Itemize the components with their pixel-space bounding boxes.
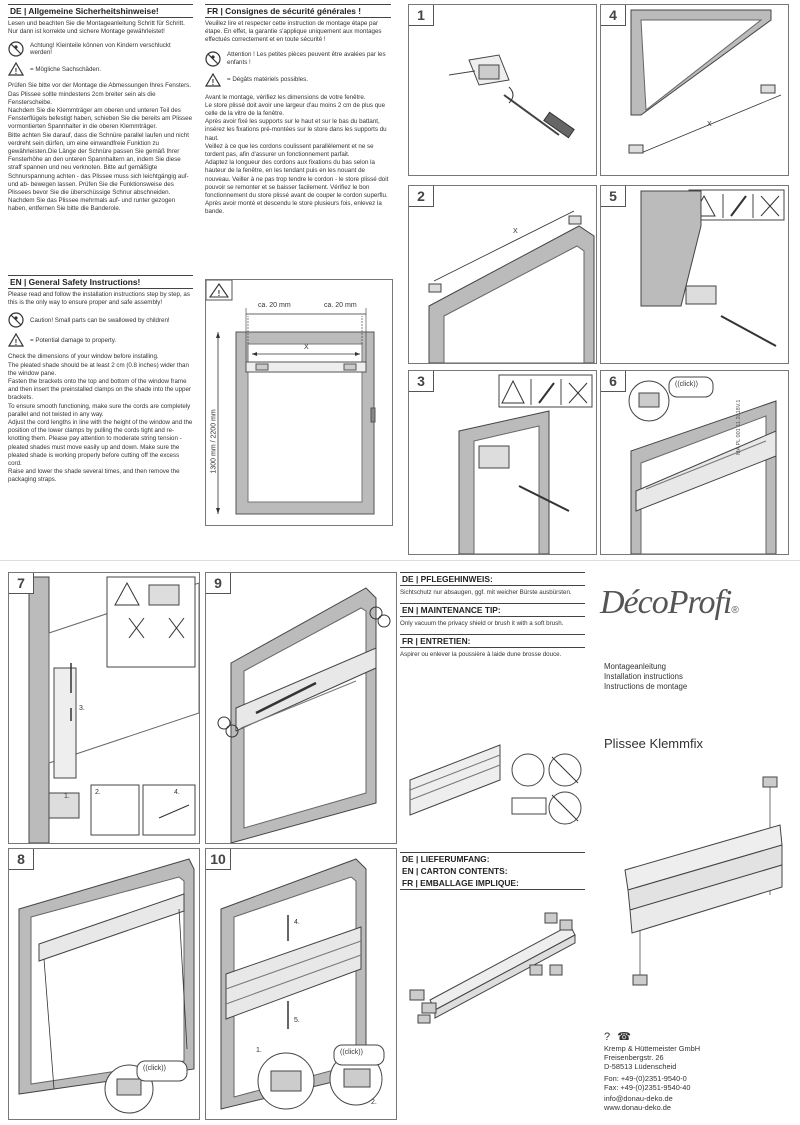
no-children-icon — [8, 41, 24, 57]
step-8-click-label: ((click)) — [143, 1065, 166, 1072]
contact-block — [604, 1044, 789, 1112]
step-8-number: 8 — [9, 849, 34, 870]
step-7-sub-4: 4. — [174, 789, 180, 796]
step-7-sub-1: 1. — [64, 793, 70, 800]
subtitle-en: Installation instructions — [604, 672, 683, 681]
brush-icon — [512, 798, 546, 814]
company-phone: Fon: +49-(0)2351-9540-0 — [604, 1073, 687, 1083]
no-children-icon — [205, 51, 221, 67]
step-6-click-label: ((click)) — [675, 381, 698, 388]
step-10-sub-2: 2. — [371, 1099, 377, 1106]
step-10-sub-1: 1. — [256, 1047, 262, 1054]
en-warn1-text: Caution! Small parts can be swallowed by children! — [30, 316, 170, 324]
vacuum-icon — [512, 754, 544, 786]
company-email[interactable]: info@donau-deko.de — [604, 1094, 673, 1104]
margin-left-label: ca. 20 mm — [258, 302, 291, 309]
fr-warn1-text: Attention ! Les petites pièces peuvent être avalées par les enfants ! — [227, 51, 386, 66]
step-8-panel — [8, 848, 200, 1120]
step-3-panel — [408, 370, 597, 555]
subtitle-de: Montageanleitung — [604, 662, 666, 671]
de-body: Prüfen Sie bitte vor der Montage die Abmessungen Ihres Fensters. Das Plissee sollte mindestens 2cm breiter sein als die Fensterscheibe. Nachdem Sie die Klemmträger am oberen und unteren Teil des Fensterflügels befestigt haben, schieben Sie die bereits am Plissee vormontierten Spannhalter in die oberen Klemmträger. Bitte achten Sie darauf, dass die Schnüre parallel laufen und nicht verdreht sein dürfen, um eine einwandfreie Funktion zu gewährleisten.Die Länge der Schnüre passen Sie gemäß Ihrer Fensterhöhe an den unteren Spannhaltern an, indem Sie diese straff spannen und neu verknoten. Bitte auf gemäßigte Schnurspannung achten - das Plissee muss sich leichtgängig auf- und ab- bewegen lassen. Prüfen Sie die Funktionsweise des Plissees bevor Sie die überschüssige Schnur abschneiden. Nachdem Sie das Plissee mehrmals auf- und runter gezogen haben, entfernen Sie bitte die Banderole. — [8, 82, 193, 213]
step-10-sub-5: 5. — [294, 1017, 300, 1024]
step-4-drawing — [601, 5, 788, 175]
brand-subtitles — [604, 662, 687, 692]
step-7-panel — [8, 572, 200, 844]
contents-en-header: EN | CARTON CONTENTS: — [402, 866, 508, 876]
step-7-drawing — [9, 573, 199, 843]
en-section — [8, 275, 193, 485]
step-10-click-label: ((click)) — [340, 1049, 363, 1056]
de-section — [8, 4, 193, 214]
window-diagram-drawing — [206, 280, 392, 525]
care-illustration — [400, 730, 590, 840]
company-city: D-58513 Lüdenscheid — [604, 1062, 677, 1072]
step-7-sub-2: 2. — [95, 789, 101, 796]
product-image — [600, 775, 795, 1010]
side-code: MA PL 001 11.2018V.1 — [736, 399, 742, 455]
care-en-text: Only vacuum the privacy shield or brush it with a soft brush. — [400, 620, 564, 628]
measurement-diagram — [205, 279, 393, 526]
step-9-panel — [205, 572, 397, 844]
warning-triangle-icon — [205, 73, 221, 87]
step-5-number: 5 — [601, 186, 626, 207]
step-6-drawing — [601, 371, 788, 554]
step-1-panel — [408, 4, 597, 176]
step-4-x-label: X — [707, 121, 712, 128]
step-4-number: 4 — [601, 5, 626, 26]
fr-body: Avant le montage, vérifiez les dimensions de votre fenêtre. Le store plissé doit avoir une largeur d'au moins 2 cm de plus que celle de la vitre de la fenêtre. Après avoir fixé les supports sur le haut et sur le bas du battant, insérez les fixations pré-montées sur le store dans les supports du haut. Veillez à ce que les cordons coulissent parallèlement et ne se tordent pas, afin d'assurer un fonctionnement parfait. Adaptez la longueur des cordons aux fixations du bas selon la hauteur de la fenêtre, en les tendant puis en les nouant de nouveau. Veiller à ne pas trop tendre le cordon - le store plissé doit pouvoir se remonter et se baisser facilement. Vérifiez le bon fonctionnement du store plissé avant de couper le cordon superflu. Après avoir monté et descendu le store plusieurs fois, enlevez la bande. — [205, 93, 389, 216]
de-warn-damage — [8, 62, 193, 76]
care-section — [400, 572, 585, 666]
contents-fr-header: FR | EMBALLAGE IMPLIQUE: — [400, 877, 585, 890]
step-7-sub-3: 3. — [79, 705, 85, 712]
fr-warn2-text: = Dégâts matériels possibles. — [227, 75, 308, 83]
help-icons — [604, 1030, 631, 1043]
care-fr-header: FR | ENTRETIEN: — [400, 634, 585, 648]
warning-triangle-icon — [8, 333, 24, 347]
fr-warn-damage — [205, 73, 391, 87]
svg-text:!: ! — [211, 77, 215, 87]
fr-warn-small-parts — [205, 51, 391, 67]
step-6-panel — [600, 370, 789, 555]
warning-triangle-icon — [8, 62, 24, 76]
step-3-drawing — [409, 371, 596, 554]
svg-text:!: ! — [14, 338, 18, 348]
en-body: Check the dimensions of your window before installing. The pleated shade should be at least 2 cm (0.8 inches) wider than the window pane. Fasten the brackets onto the top and bottom of the window frame and then insert the preinstalled clamps on the shade into the upper brackets. To ensure smooth functioning, make sure the cords are completely parallel and not twisted in any way. Adjust the cord lengths in line with the height of the window and the position of the lower clamps by pulling the cords tight and re-knotting them. Please pay attention to moderate string tension - pleated shades must move easily up and down. Make sure the pleated shade is working properly before cutting off the excess cord. Raise and lower the shade several times, and then remove the packaging straps. — [8, 353, 193, 484]
svg-text:!: ! — [217, 289, 221, 298]
step-2-panel — [408, 185, 597, 364]
no-children-icon — [8, 312, 24, 328]
step-10-number: 10 — [206, 849, 231, 870]
step-10-sub-4: 4. — [294, 919, 300, 926]
en-intro: Please read and follow the installation instructions step by step, as this is the only way to ensure proper and safe assembly! — [8, 291, 190, 307]
subtitle-fr: Instructions de montage — [604, 682, 688, 691]
fr-header: FR | Consignes de sécurité générales ! — [205, 4, 391, 18]
en-warn2-text: = Potential damage to property. — [30, 336, 117, 344]
company-name: Kremp & Hüttemeister GmbH — [604, 1044, 701, 1053]
de-warn2-text: = Mögliche Sachschäden. — [30, 65, 102, 73]
fr-intro: Veuillez lire et respecter cette instruction de montage étape par étape. En effet, la garantie s'applique uniquement aux montages effectués correctement et en toute sécurité ! — [205, 20, 382, 44]
company-website[interactable]: www.donau-deko.de — [604, 1103, 671, 1113]
fr-section — [205, 4, 391, 217]
step-2-drawing — [409, 186, 596, 363]
step-2-x-label: X — [513, 228, 518, 235]
step-6-number: 6 — [601, 371, 626, 392]
step-10-panel — [205, 848, 397, 1120]
care-fr-text: Aspirer ou enlever la poussière à laide dune brosse douce. — [400, 651, 562, 659]
de-intro: Lesen und beachten Sie die Montageanleitung Schritt für Schritt. Nur dann ist korrekte und sichere Montage gewährleistet! — [8, 20, 185, 36]
step-3-number: 3 — [409, 371, 434, 392]
height-label: 1300 mm / 2200 mm — [210, 409, 218, 474]
step-1-number: 1 — [409, 5, 434, 26]
company-fax: Fax: +49-(0)2351-9540-40 — [604, 1082, 691, 1092]
care-en-header: EN | MAINTENANCE TIP: — [400, 603, 585, 617]
fold-divider-horizontal — [0, 560, 800, 561]
en-header: EN | General Safety Instructions! — [8, 275, 193, 289]
care-de-header: DE | PFLEGEHINWEIS: — [400, 572, 585, 586]
step-7-number: 7 — [9, 573, 34, 594]
brand-logo-text: DécoProfi — [600, 584, 732, 621]
contents-illustration — [400, 905, 590, 1025]
svg-text:!: ! — [14, 67, 18, 77]
step-10-drawing — [206, 849, 396, 1119]
width-x-label: X — [304, 344, 309, 351]
de-warn-small-parts — [8, 41, 193, 57]
step-5-panel — [600, 185, 789, 364]
contents-de-header: DE | LIEFERUMFANG: — [400, 852, 585, 865]
step-9-number: 9 — [206, 573, 231, 594]
care-de-text: Sichtschutz nur absaugen, ggf. mit weicher Bürste ausbürsten. — [400, 589, 572, 596]
phone-icon: ☎ — [617, 1031, 631, 1043]
contents-section — [400, 852, 585, 890]
margin-right-label: ca. 20 mm — [324, 302, 357, 309]
step-8-drawing — [9, 849, 199, 1119]
de-warn1-text: Achtung! Kleinteile können von Kindern verschluckt werden! — [30, 41, 171, 57]
en-warn-small-parts — [8, 312, 193, 328]
step-1-drawing — [409, 5, 596, 175]
en-warn-damage — [8, 333, 193, 347]
brand-reg-mark: ® — [731, 605, 739, 616]
step-2-number: 2 — [409, 186, 434, 207]
product-title: Plissee Klemmfix — [604, 736, 703, 751]
step-4-panel — [600, 4, 789, 176]
de-header: DE | Allgemeine Sicherheitshinweise! — [8, 4, 193, 18]
company-street: Freisenbergstr. 26 — [604, 1053, 664, 1063]
brand-logo — [600, 584, 790, 622]
step-9-drawing — [206, 573, 396, 843]
help-icon: ? — [604, 1031, 611, 1043]
step-5-drawing — [601, 186, 788, 363]
